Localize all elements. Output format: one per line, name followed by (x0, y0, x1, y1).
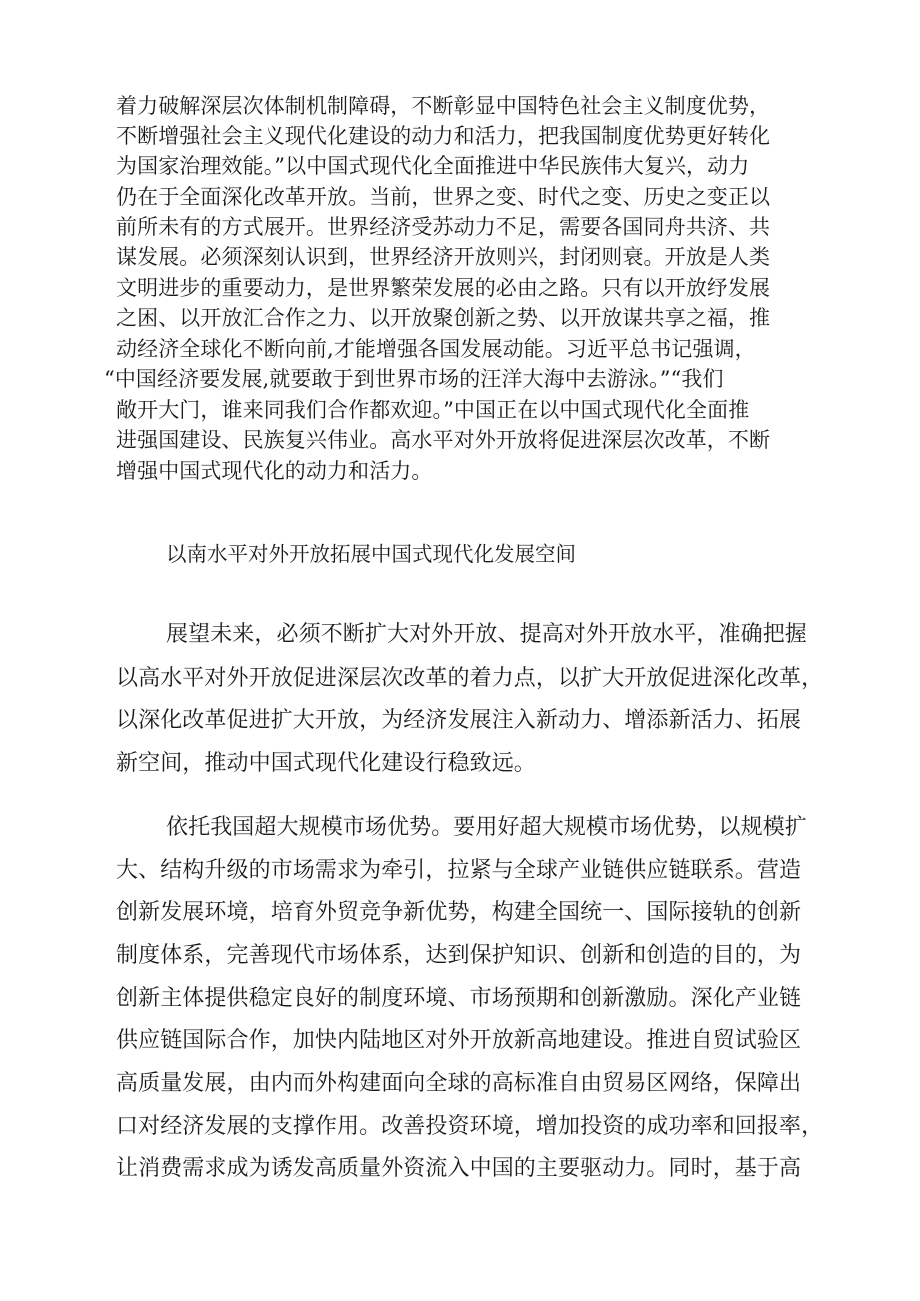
text-line: 依托我国超大规模市场优势。要用好超大规模市场优势，以规模扩 (166, 815, 807, 840)
section-heading: 以南水平对外开放拓展中国式现代化发展空间 (166, 542, 576, 566)
text-line: 动经济全球化不断向前,才能增强各国发展动能。习近平总书记强调， (116, 337, 756, 361)
text-line: 制度体系，完善现代市场体系，达到保护知识、创新和创造的目的，为 (116, 943, 802, 968)
text-line: 着力破解深层次体制机制障碍，不断彰显中国特色社会主义制度优势， (116, 94, 771, 118)
text-line: 供应链国际合作，加快内陆地区对外开放新高地建设。推进自贸试验区 (116, 1028, 802, 1053)
text-line: 大、结构升级的市场需求为牵引，拉紧与全球产业链供应链联系。营造 (116, 858, 802, 883)
text-line: 创新发展环境，培育外贸竞争新优势，构建全国统一、国际接轨的创新 (116, 900, 802, 925)
text-line: 仍在于全面深化改革开放。当前，世界之变、时代之变、历史之变正以 (116, 185, 771, 209)
text-line: 展望未来，必须不断扩大对外开放、提高对外开放水平，准确把握 (166, 622, 807, 647)
text-line: 新空间，推动中国式现代化建设行稳致远。 (116, 751, 536, 776)
text-line: 前所未有的方式展开。世界经济受苏动力不足，需要各国同舟共济、共 (116, 215, 771, 239)
text-line: 进强国建设、民族复兴伟业。高水平对外开放将促进深层次改革，不断 (116, 428, 771, 452)
text-line: 创新主体提供稳定良好的制度环境、市场预期和创新激励。深化产业链 (116, 986, 802, 1011)
text-line: 为国家治理效能。”以中国式现代化全面推进中华民族伟大复兴，动力 (116, 154, 750, 178)
text-line: 以高水平对外开放促进深层次改革的着力点，以扩大开放促进深化改革， (116, 666, 824, 691)
text-line: 以深化改革促进扩大开放，为经济发展注入新动力、增添新活力、拓展 (116, 708, 802, 733)
text-line: 文明进步的重要动力，是世界繁荣发展的必由之路。只有以开放纾发展 (116, 276, 771, 300)
text-line: 让消费需求成为诱发高质量外资流入中国的主要驱动力。同时，基于高 (116, 1156, 802, 1181)
text-line: 之困、以开放汇合作之力、以开放聚创新之势、以开放谋共享之福，推 (116, 306, 771, 330)
text-line: 敞开大门，谁来同我们合作都欢迎。”中国正在以中国式现代化全面推 (116, 398, 750, 422)
text-line: “中国经济要发展,就要敢于到世界市场的汪洋大海中去游泳。”“我们 (104, 367, 724, 391)
text-line: 增强中国式现代化的动力和活力。 (116, 459, 433, 483)
text-line: 口对经济发展的支撑作用。改善投资环境，增加投资的成功率和回报率， (116, 1114, 824, 1139)
text-line: 不断增强社会主义现代化建设的动力和活力，把我国制度优势更好转化 (116, 124, 771, 148)
text-line: 谋发展。必须深刻认识到，世界经济开放则兴，封闭则衰。开放是人类 (116, 245, 771, 269)
text-line: 高质量发展，由内而外构建面向全球的高标准自由贸易区网络，保障出 (116, 1071, 802, 1096)
